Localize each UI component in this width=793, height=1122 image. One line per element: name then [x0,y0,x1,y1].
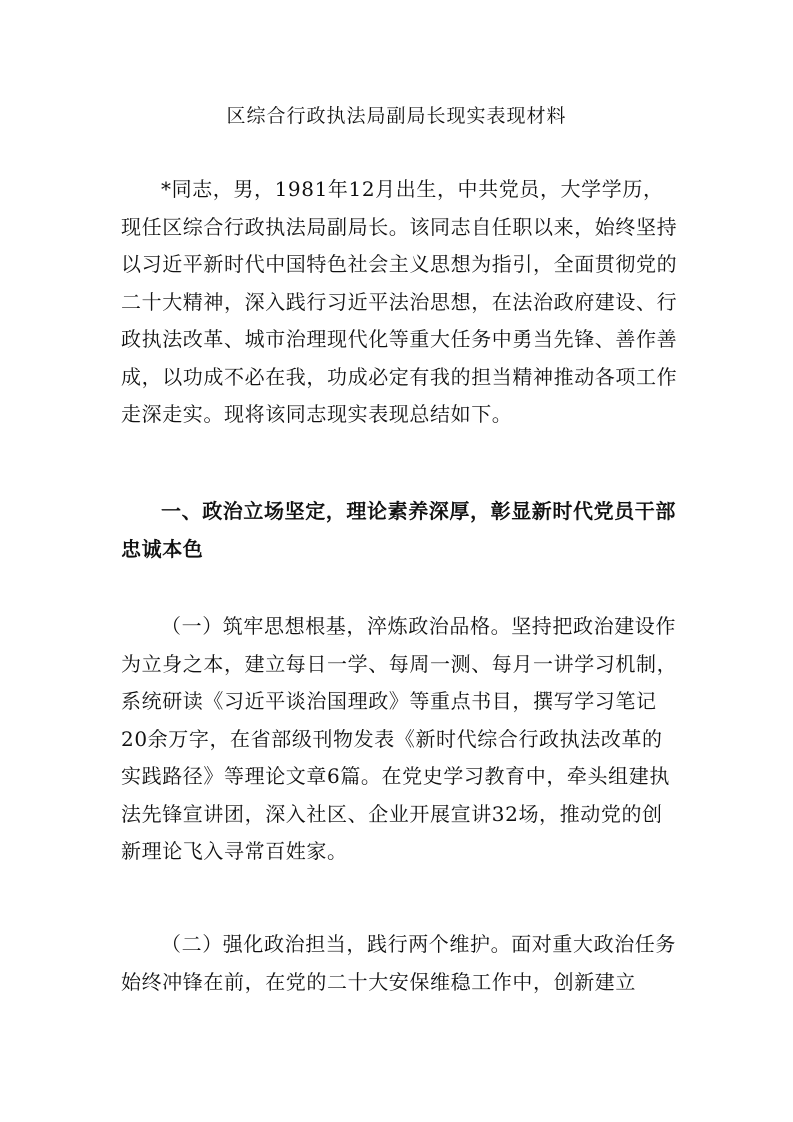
intro-paragraph: *同志，男，1981年12月出生，中共党员，大学学历，现任区综合行政执法局副局长。该同志自任职以来，始终坚持以习近平新时代中国特色社会主义思想为指引，全面贯彻党的二十大精神，深入践行习近平法治思想，在法治政府建设、行政执法改革、城市治理现代化等重大任务中勇当先锋、善作善成，以功成不必在我，功成必定有我的担当精神推动各项工作走深走实。现将该同志现实表现总结如下。 [121,177,678,426]
section-1-heading: 一、政治立场坚定，理论素养深厚，彰显新时代党员干部忠诚本色 [121,499,676,561]
document-title: 区综合行政执法局副局长现实表现材料 [226,105,567,127]
subsection-2-paragraph: （二）强化政治担当，践行两个维护。面对重大政治任务始终冲锋在前，在党的二十大安保维稳工作中，创新建立 [121,932,676,994]
subsection-1-paragraph: （一）筑牢思想根基，淬炼政治品格。坚持把政治建设作为立身之本，建立每日一学、每周一测、每月一讲学习机制，系统研读《习近平谈治国理政》等重点书目，撰写学习笔记20余万字，在省部级刊物发表《新时代综合行政执法改革的实践路径》等理论文章6篇。在党史学习教育中，牵头组建执法先锋宣讲团，深入社区、企业开展宣讲32场，推动党的创新理论飞入寻常百姓家。 [121,614,678,863]
